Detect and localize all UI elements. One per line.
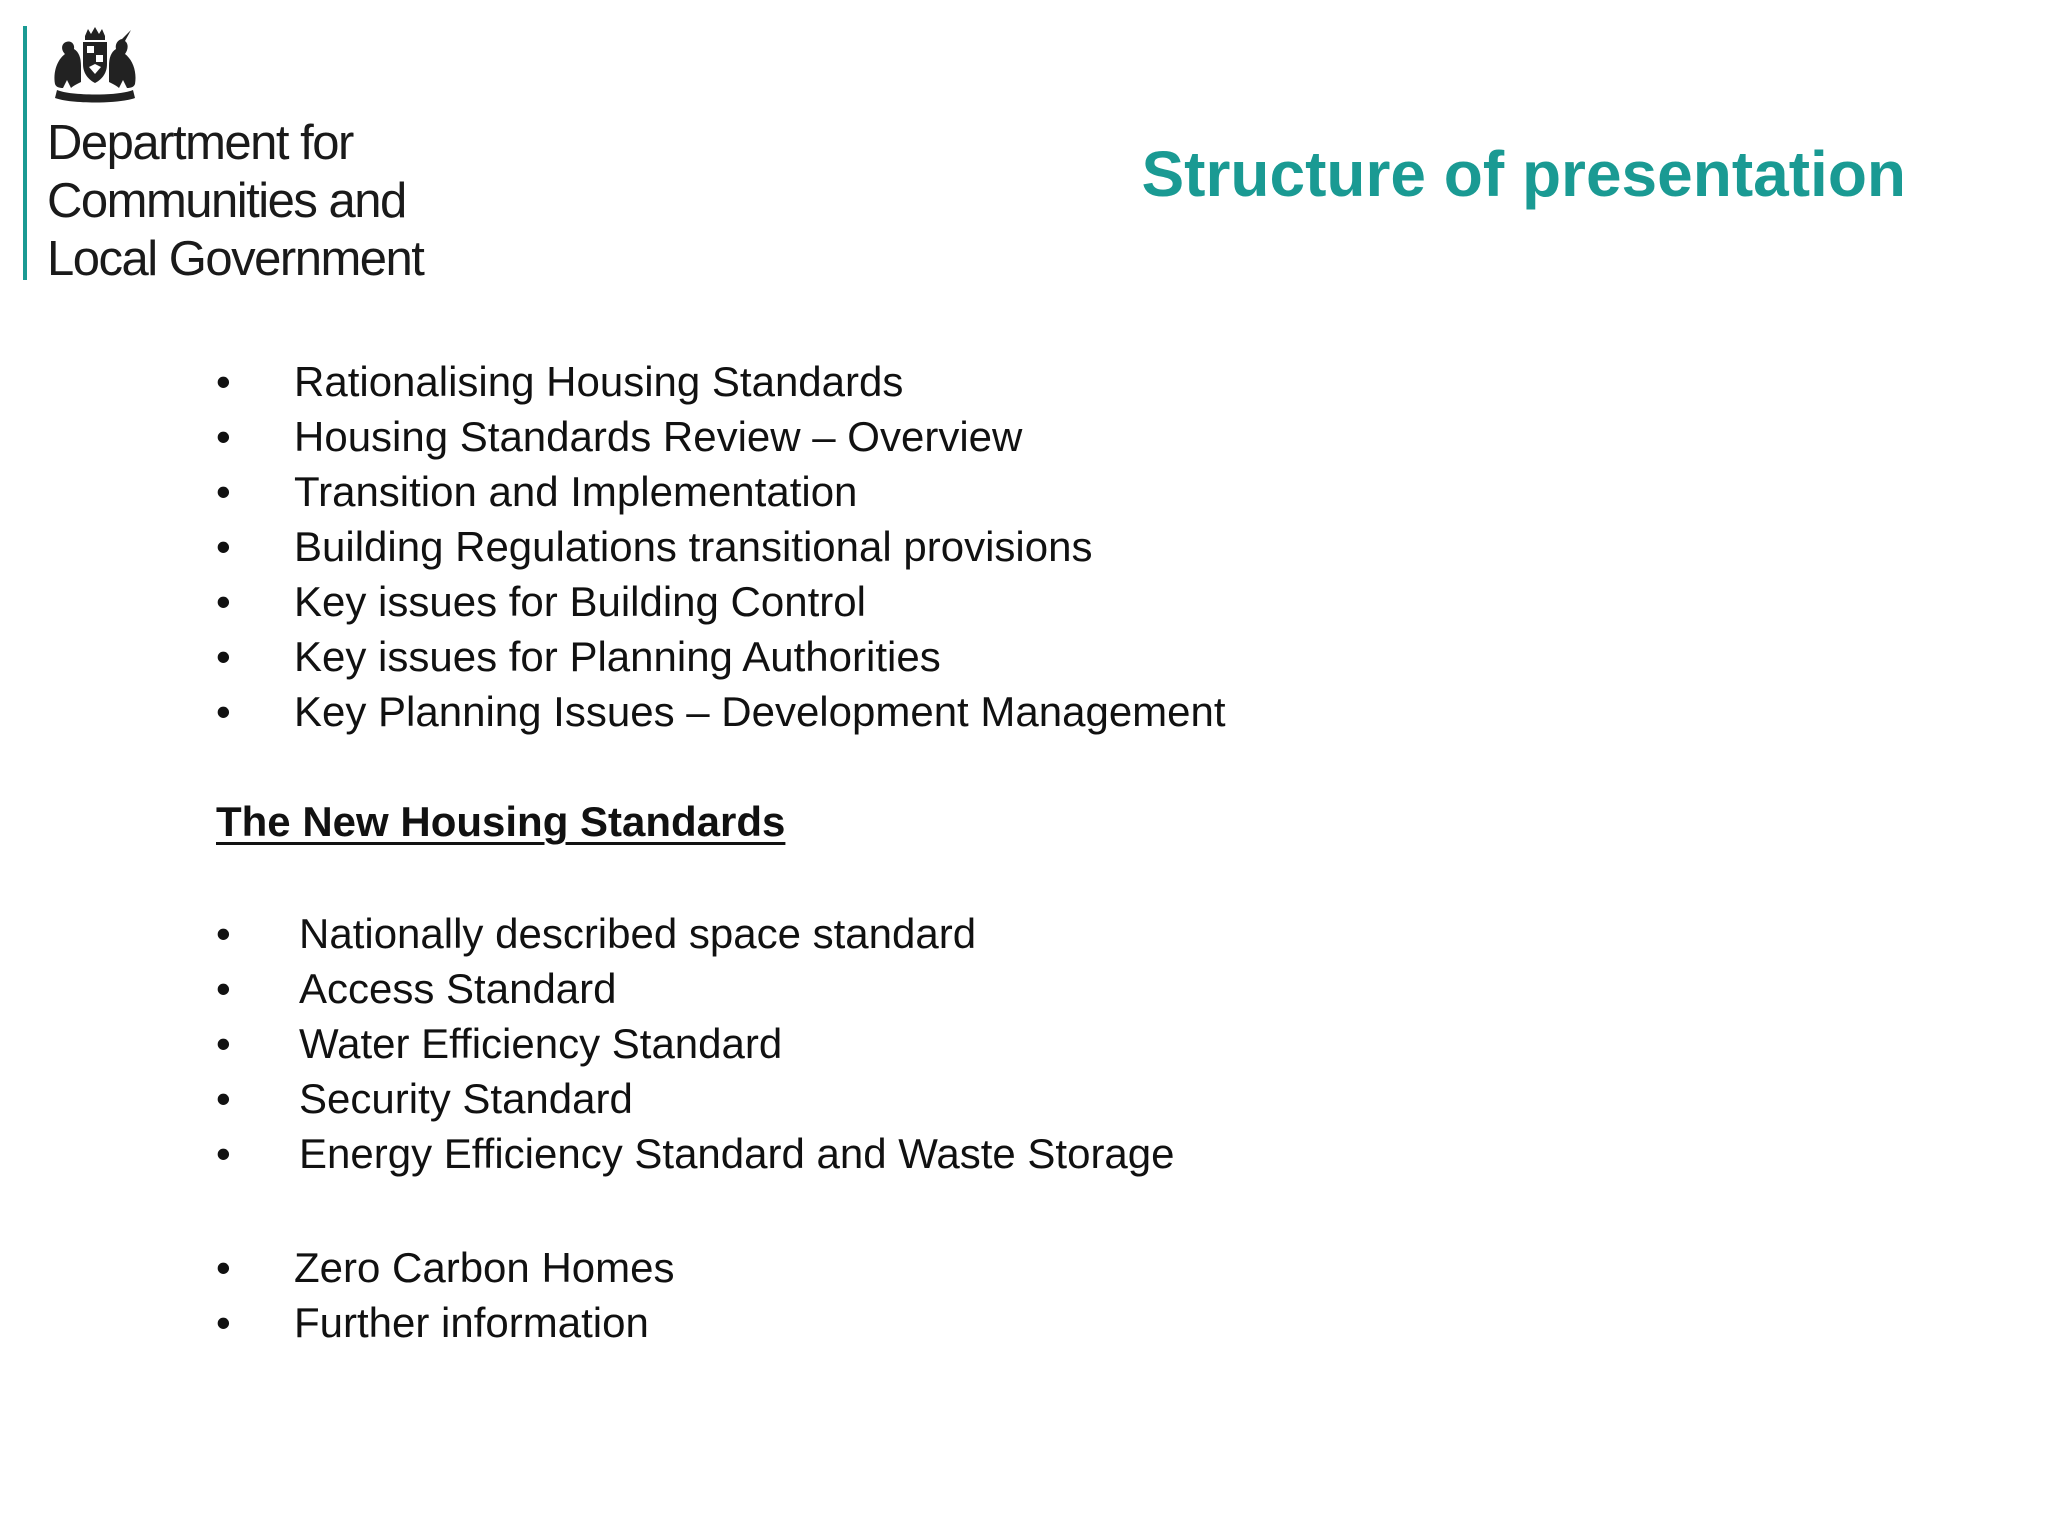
department-name-line: Department for xyxy=(47,116,353,170)
list-item xyxy=(216,629,1226,684)
list-item-text: Zero Carbon Homes xyxy=(294,1244,675,1291)
bullet-icon: • xyxy=(216,578,231,625)
list-item-text: Energy Efficiency Standard and Waste Storage xyxy=(299,1130,1175,1177)
bullet-icon: • xyxy=(216,633,231,680)
bullet-icon: • xyxy=(216,688,231,735)
list-item-text: Security Standard xyxy=(299,1075,633,1122)
list-item-text: Transition and Implementation xyxy=(294,468,858,515)
bullet-icon: • xyxy=(216,1244,231,1291)
bullet-icon: • xyxy=(216,1075,231,1122)
list-item-text: Key issues for Planning Authorities xyxy=(294,633,941,680)
list-item xyxy=(216,354,1226,409)
bullet-icon: • xyxy=(216,965,231,1012)
standards-list xyxy=(216,906,1175,1181)
department-logo xyxy=(23,26,503,286)
list-item xyxy=(216,961,1175,1016)
closing-list xyxy=(216,1240,674,1350)
list-item xyxy=(216,574,1226,629)
bullet-icon: • xyxy=(216,523,231,570)
department-name-line: Local Government xyxy=(47,232,424,286)
bullet-icon: • xyxy=(216,910,231,957)
list-item xyxy=(216,519,1226,574)
list-item xyxy=(216,1295,674,1350)
department-name-line: Communities and xyxy=(47,174,406,228)
list-item-text: Access Standard xyxy=(299,965,617,1012)
overview-list xyxy=(216,354,1226,739)
bullet-icon: • xyxy=(216,468,231,515)
list-item-text: Housing Standards Review – Overview xyxy=(294,413,1023,460)
list-item xyxy=(216,684,1226,739)
list-item xyxy=(216,1071,1175,1126)
list-item xyxy=(216,409,1226,464)
list-item-text: Water Efficiency Standard xyxy=(299,1020,783,1067)
list-item xyxy=(216,906,1175,961)
list-item-text: Rationalising Housing Standards xyxy=(294,358,904,405)
list-item-text: Key issues for Building Control xyxy=(294,578,866,625)
list-item-text: Nationally described space standard xyxy=(299,910,977,957)
list-item-text: Further information xyxy=(294,1299,649,1346)
list-item xyxy=(216,464,1226,519)
list-item-text: Building Regulations transitional provisions xyxy=(294,523,1093,570)
bullet-icon: • xyxy=(216,1130,231,1177)
bullet-icon: • xyxy=(216,1020,231,1067)
list-item-text: Key Planning Issues – Development Management xyxy=(294,688,1226,735)
section-heading: The New Housing Standards xyxy=(216,798,786,845)
list-item xyxy=(216,1016,1175,1071)
department-name xyxy=(47,114,423,288)
slide-title: Structure of presentation xyxy=(1141,138,1906,210)
list-item xyxy=(216,1240,674,1295)
bullet-icon: • xyxy=(216,1299,231,1346)
bullet-icon: • xyxy=(216,358,231,405)
bullet-icon: • xyxy=(216,413,231,460)
royal-coat-of-arms-icon xyxy=(47,26,143,106)
list-item xyxy=(216,1126,1175,1181)
logo-rule xyxy=(23,26,27,280)
